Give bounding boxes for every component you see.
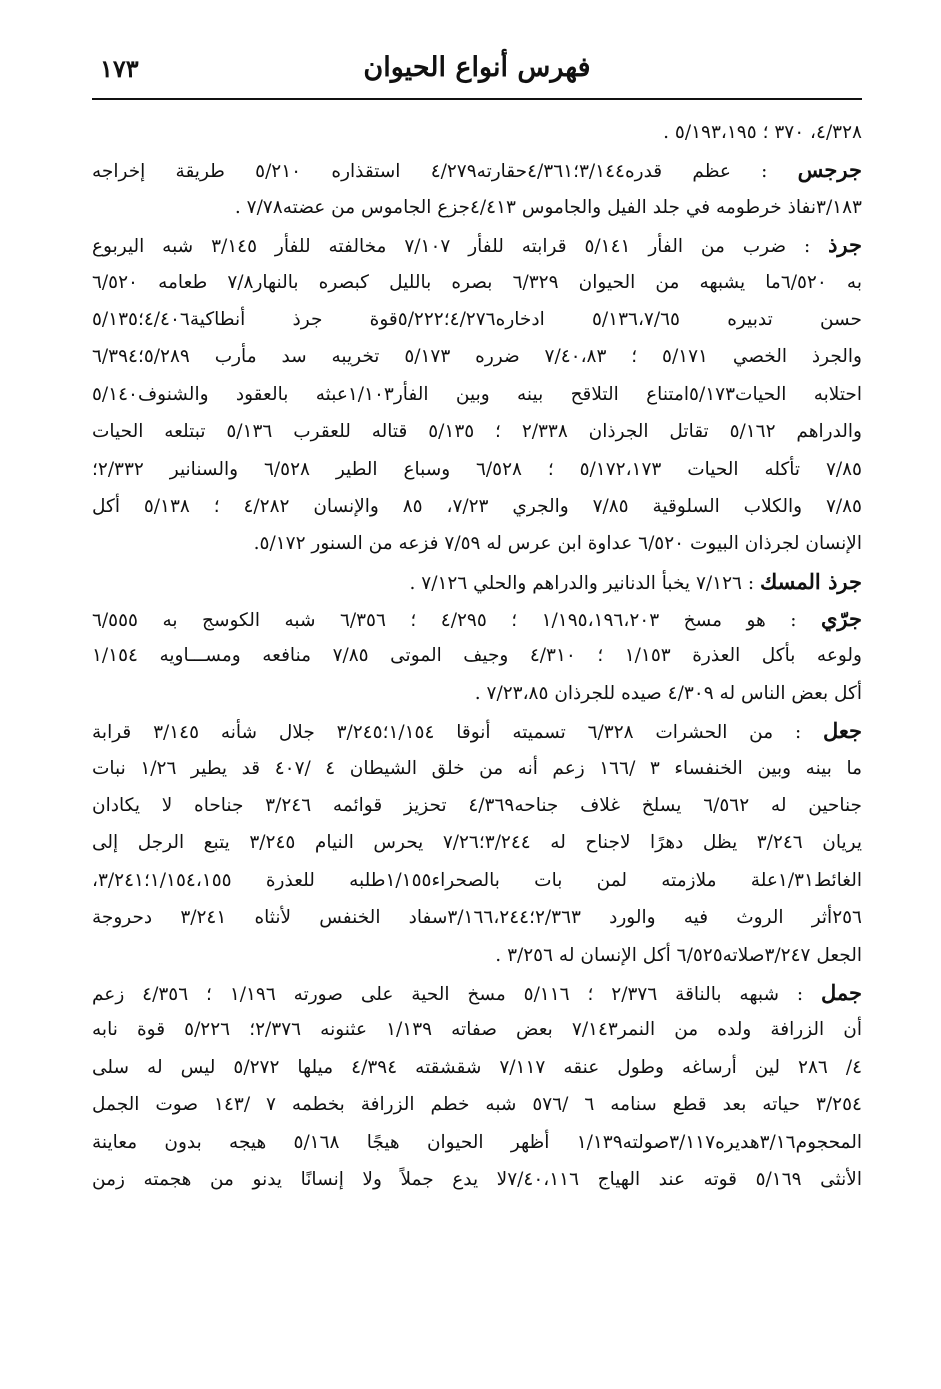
text-line xyxy=(92,600,862,637)
index-page xyxy=(92,52,862,1190)
entry-text: ٢٥٦أثر الروث فيه والورد ٢/٣٦٣؛٣/١٦٦،٢٤٤سفاد الخنفس لأنثاه ٣/٢٤١ دحروجة xyxy=(92,907,862,929)
text-line xyxy=(92,451,862,488)
text-line xyxy=(92,563,862,600)
text-line xyxy=(92,974,862,1011)
entry-text: الجعل ٣/٢٤٧صلاته٦/٥٢٥ أكل الإنسان له ٣/٢٥٦ . xyxy=(495,944,862,966)
text-line xyxy=(92,937,862,974)
entry-text: الإنسان لجرذان البيوت ٦/٥٢٠ عداوة ابن عرس له ٧/٥٩ فزعه من السنور ٥/١٧٢. xyxy=(253,533,862,555)
entry-text: والجرذ الخصي ٥/١٧١ ؛ ٧/٤٠،٨٣ ضرره ٥/١٧٣ تخريبه سد مأرب ٥/٢٨٩؛٦/٣٩٤ xyxy=(92,346,862,368)
entry-text: الغائط١/٣١علة ملازمته لمن بات بالصحراء١/١٥٥طلبه للعذرة ١/١٥٤،١٥٥؛٣/٢٤١، xyxy=(92,869,862,891)
text-line xyxy=(92,899,862,936)
entry-text: ما بينه وبين الخنفساء ٣ /١٦٦ زعم أنه من خلق الشيطان ٤ /٤٠٧ قد يطير ١/٢٦ نبات xyxy=(92,757,862,779)
entry-text: حسن تدبيره ٥/١٣٦،٧/٦٥ ادخاره٤/٢٧٦؛٥/٢٢٢قوة جرذ أنطاكية٤/٤٠٦؛٥/١٣٥ xyxy=(92,308,862,330)
entry-text: والدراهم ٥/١٦٢ تقاتل الجرذان ٢/٣٣٨ ؛ ٥/١٣٥ قتاله للعقرب ٥/١٣٦ تبتلعه الحيات xyxy=(92,421,862,443)
entry-text: : شبهه بالناقة ٢/٣٧٦ ؛ ٥/١١٦ مسخ الحية على صورته ١/١٩٦ ؛ ٤/٣٥٦ زعم xyxy=(92,983,821,1005)
entry-text: ٣/١٨٣نفاذ خرطومه في جلد الفيل والجاموس ٤/٤١٣جزع الجاموس من عضته٧/٧٨ . xyxy=(234,196,862,218)
text-line xyxy=(92,712,862,749)
entry-text: ٣/٢٥٤ حياته بعد قطع سنامه ٦ /٥٧٦ شبه خطم الزرافة بخطمه ٧ /١٤٣ صوت الجمل xyxy=(92,1094,862,1116)
entry-text: : عظم قدره٣/١٤٤؛٤/٣٦١حقارته٤/٢٧٩ استقذاره ٥/٢١٠ طريقة إخراجه xyxy=(92,161,798,183)
entry-headword: جرذ xyxy=(828,232,862,258)
text-line xyxy=(92,301,862,338)
entry-text: ٤/ ٢٨٦ لين أرساغه وطول عنقه ٧/١١٧ شقشقته ٤/٣٩٤ ميلها ٥/٢٧٢ ليس له سلى xyxy=(92,1056,862,1078)
text-line xyxy=(92,750,862,787)
text-line xyxy=(92,1049,862,1086)
text-line xyxy=(92,488,862,525)
entry-headword: جرذ المسك xyxy=(759,568,862,594)
entry-text: : من الحشرات ٦/٣٢٨ تسميته أنوقا ١/١٥٤؛٣/٢٤٥ جلال شأنه ٣/١٤٥ قرابة xyxy=(92,722,823,744)
text-line xyxy=(92,226,862,263)
text-line xyxy=(92,189,862,226)
text-line xyxy=(92,114,862,151)
entry-headword: جعل xyxy=(822,718,862,744)
index-body xyxy=(92,114,862,1198)
header-rule xyxy=(92,98,862,100)
text-line xyxy=(92,637,862,674)
text-line xyxy=(92,675,862,712)
text-line xyxy=(92,264,862,301)
entry-text: المحجوم٣/١٦هديره٣/١١٧صولته١/١٣٩ أظهر الحيوان هيجًا ٥/١٦٨ هيجه بدون معاينة xyxy=(92,1131,862,1153)
entry-text: به ٦/٥٢٠ما يشبهه من الحيوان ٦/٣٢٩ بصره بالليل كبصره بالنهار٧/٨ طعامه ٦/٥٢٠ xyxy=(92,271,862,293)
text-line xyxy=(92,525,862,562)
text-line xyxy=(92,413,862,450)
entry-text: أن الزرافة ولده من النمر٧/١٤٣ بعض صفاته ١/١٣٩ عثنونه ٢/٣٧٦؛ ٥/٢٢٦ قوة نابه xyxy=(92,1019,862,1041)
text-line xyxy=(92,1161,862,1198)
text-line xyxy=(92,1124,862,1161)
text-line xyxy=(92,787,862,824)
entry-text: أكل بعض الناس له ٤/٣٠٩ صيده للجرذان ٧/٢٣،٨٥ . xyxy=(474,682,862,704)
entry-text: يريان ٣/٢٤٦ يظل دهرًا لاجناح له ٣/٢٤٤؛٧/٢٦ يحرس النيام ٣/٢٤٥ يتبع الرجل إلى xyxy=(92,832,862,854)
entry-text: ٧/٨٥ تأكله الحيات ٥/١٧٢،١٧٣ ؛ ٦/٥٢٨ وسباع الطير ٦/٥٢٨ والسنانير ٢/٣٣٢؛ xyxy=(92,458,862,480)
text-line xyxy=(92,862,862,899)
entry-text: جناحين له ٦/٥٦٢ يسلخ غلاف جناحه٤/٣٦٩ تحزيز قوائمه ٣/٢٤٦ جناحاه لا يكادان xyxy=(92,795,862,817)
entry-text: الأنثى ٥/١٦٩ قوته عند الهياج ٧/٤٠،١١٦لا يدع جملاً ولا إنسانًا يدنو من هجمته زمن xyxy=(92,1168,862,1190)
entry-text: ولوعه بأكل العذرة ١/١٥٣ ؛ ٤/٣١٠ وجيف الموتى ٧/٨٥ منافعه ومســـاويه ١/١٥٤ xyxy=(92,645,862,667)
running-title: فهرس أنواع الحيوان xyxy=(363,52,591,83)
entry-headword: جمل xyxy=(820,979,862,1005)
page-number: ١٧٣ xyxy=(100,54,139,83)
page-header xyxy=(92,52,862,98)
entry-headword: جرجس xyxy=(797,157,862,183)
entry-text: : ٧/١٢٦ يخبأ الدنانير والدراهم والحلي ٧/١٢٦ . xyxy=(409,572,760,594)
entry-headword: جرّي xyxy=(820,606,862,632)
entry-text: ٧/٨٥ والكلاب السلوقية ٧/٨٥ والجري ٧/٢٣، ٨٥ والإنسان ٤/٢٨٢ ؛ ٥/١٣٨ أكل xyxy=(92,495,862,517)
text-line xyxy=(92,151,862,188)
text-line xyxy=(92,376,862,413)
entry-text: احتلابه الحيات٥/١٧٣امتناع التلاقح بينه وبين الفأر١/١٠٣عبثه بالعقود والشنوف٥/١٤٠ xyxy=(92,383,862,405)
entry-text: : ضرب من الفأر ٥/١٤١ قرابته للفأر ٧/١٠٧ مخالفته للفأر ٣/١٤٥ شبه اليربوع xyxy=(92,236,829,258)
entry-text: : هو مسخ ١/١٩٥،١٩٦،٢٠٣ ؛ ٤/٢٩٥ ؛ ٦/٣٥٦ شبه الكوسج به ٦/٥٥٥ xyxy=(92,610,821,632)
text-line xyxy=(92,1086,862,1123)
entry-text: ٤/٣٢٨، ٣٧٠ ؛ ٥/١٩٣،١٩٥ . xyxy=(663,122,862,143)
text-line xyxy=(92,1011,862,1048)
text-line xyxy=(92,338,862,375)
text-line xyxy=(92,824,862,861)
